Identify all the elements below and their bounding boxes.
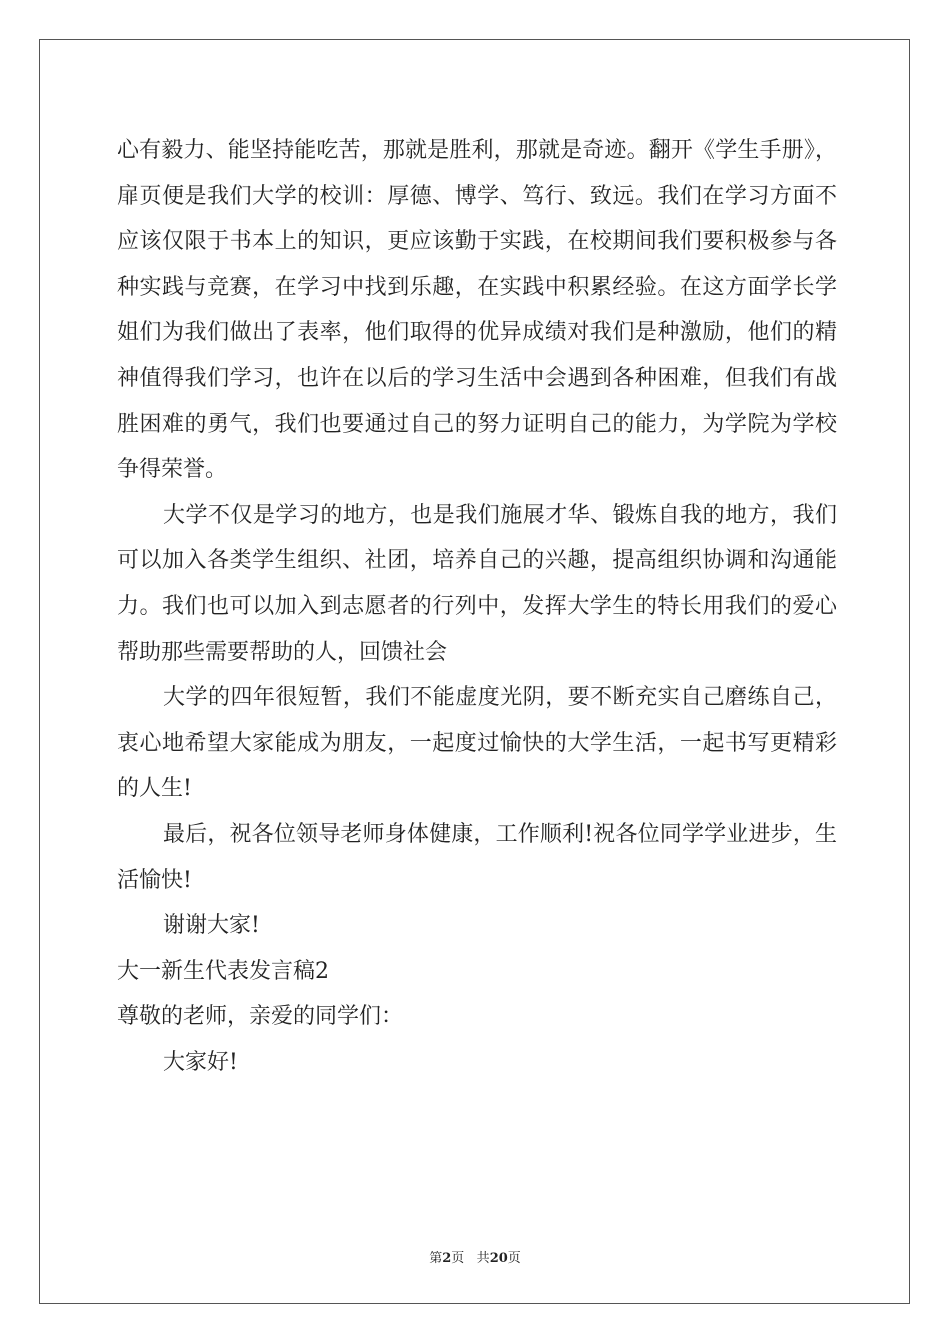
page-prefix: 第 xyxy=(429,1251,443,1266)
total-pages: 20 xyxy=(489,1251,508,1266)
section-title: 大一新生代表发言稿2 xyxy=(117,958,329,984)
salutation: 尊敬的老师，亲爱的同学们： xyxy=(117,1004,404,1030)
page-number: 2 xyxy=(442,1251,452,1266)
greeting: 大家好! xyxy=(163,1049,238,1075)
paragraph-four-years: 大学的四年很短暂，我们不能虚度光阴，要不断充实自己磨练自己，衷心地希望大家能成为朋友，一起度过愉快的大学生活，一起书写更精彩的人生! xyxy=(117,685,837,802)
paragraph-perseverance: 心有毅力、能坚持能吃苦，那就是胜利，那就是奇迹。翻开《学生手册》，扉页便是我们大学的校训：厚德、博学、笃行、致远。我们在学习方面不应该仅限于书本上的知识，更应该勤于实践，在校期间我们要积极参与各种实践与竞赛，在学习中找到乐趣，在实践中积累经验。在这方面学长学姐们为我们做出了表率，他们取得的优异成绩对我们是种激励，他们的精神值得我们学习，也许在以后的学习生活中会遇到各种困难，但我们有战胜困难的勇气，我们也要通过自己的努力证明自己的能力，为学院为学校争得荣誉。 xyxy=(117,138,837,483)
document-body xyxy=(117,128,837,1085)
page-suffix: 页 xyxy=(451,1251,465,1266)
paragraph-thanks: 谢谢大家! xyxy=(163,913,260,939)
total-prefix: 共 xyxy=(476,1251,490,1266)
page-footer xyxy=(0,1247,950,1266)
paragraph-closing-wishes: 最后，祝各位领导老师身体健康，工作顺利!祝各位同学学业进步，生活愉快! xyxy=(117,821,837,893)
paragraph-university-life: 大学不仅是学习的地方，也是我们施展才华、锻炼自我的地方，我们可以加入各类学生组织、社团，培养自己的兴趣，提高组织协调和沟通能力。我们也可以加入到志愿者的行列中，发挥大学生的特长用我们的爱心帮助那些需要帮助的人，回馈社会 xyxy=(117,502,837,665)
total-suffix: 页 xyxy=(507,1251,521,1266)
